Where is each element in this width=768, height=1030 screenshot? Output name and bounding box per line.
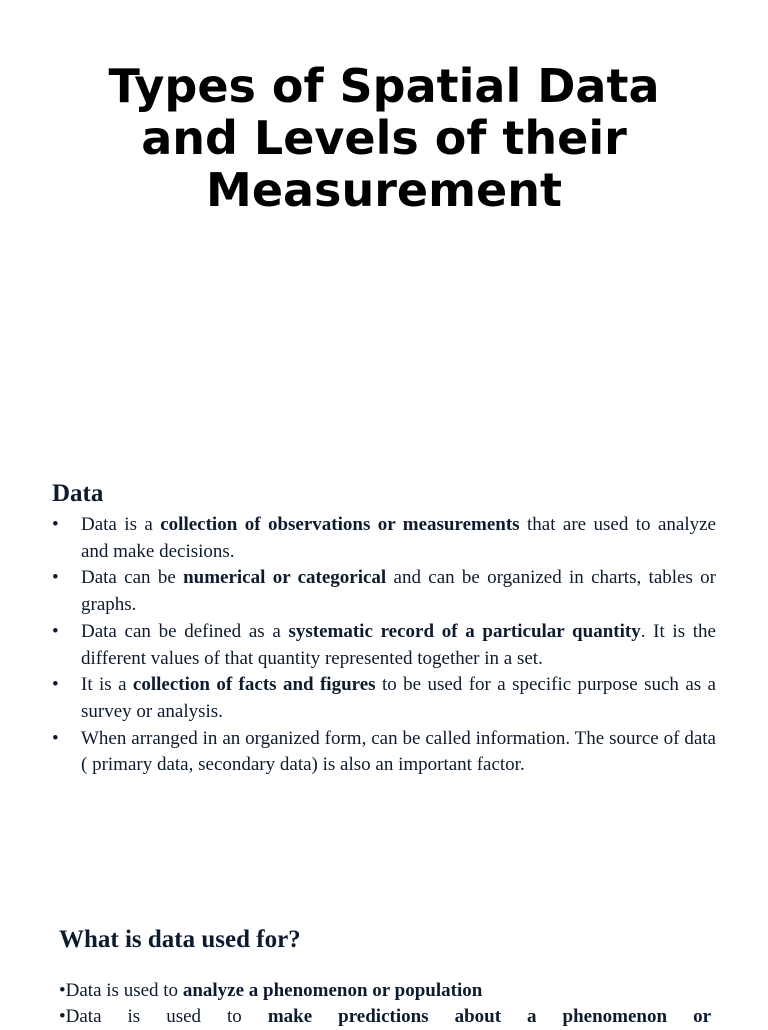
bullet-icon: • [59, 980, 66, 1001]
bullet-icon: • [52, 514, 59, 535]
list-item: • Data can be numerical or categorical and can be organized in charts, tables or graphs. [52, 567, 716, 616]
page-title: Types of Spatial Data and Levels of their Measurement [108, 59, 660, 217]
bullet-icon: • [52, 620, 59, 642]
list-item: • It is a collection of facts and figures to be used for a specific purpose such as a survey or analysis. [52, 674, 716, 722]
data-bullet-list [52, 512, 716, 779]
bullet-icon: • [59, 1006, 66, 1027]
uses-list [59, 978, 711, 1030]
bullet-icon: • [52, 567, 59, 589]
list-item: •Data is used to analyze a phenomenon or population [59, 980, 483, 1001]
data-section [52, 478, 716, 779]
bullet-icon: • [52, 674, 59, 696]
bullet-icon: • [52, 727, 59, 749]
data-heading: Data [52, 480, 104, 507]
uses-heading: What is data used for? [59, 926, 301, 953]
list-item: • When arranged in an organized form, can be called information. The source of data ( primary data, secondary data) is also an important factor. [52, 727, 716, 776]
list-item: • Data is a collection of observations or measurements that are used to analyze and make decisions. [52, 514, 716, 562]
list-item: •Data is used to make predictions about a phenomenon or [59, 1006, 711, 1027]
uses-section [59, 922, 711, 1030]
list-item: • Data can be defined as a systematic record of a particular quantity. It is the different values of that quantity represented together in a set. [52, 620, 716, 669]
